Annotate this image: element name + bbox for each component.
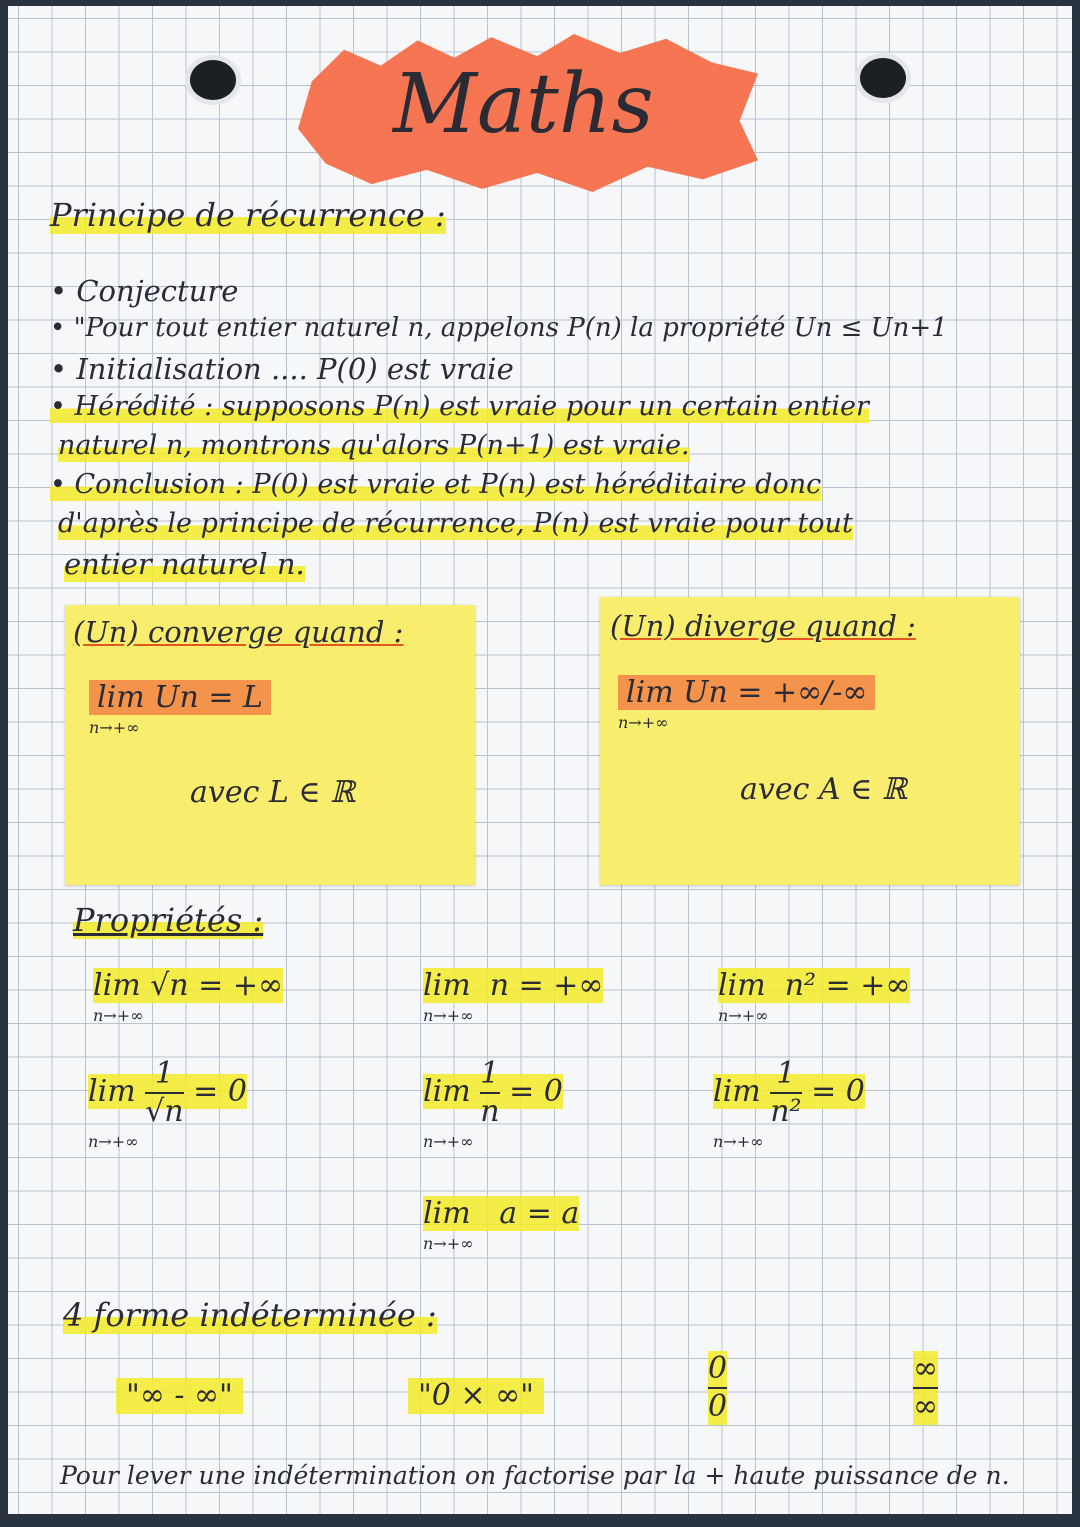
properties-heading: Propriétés : [73, 901, 264, 939]
property-item: lim a = a n→+∞ [423, 1196, 580, 1253]
limit-subscript: n→+∞ [93, 1006, 144, 1025]
footer-note: Pour lever une indétermination on factorise par la + haute puissance de n. [60, 1461, 1010, 1490]
limit-subscript: n→+∞ [718, 1006, 769, 1025]
property-item: lim $\frac{1}{\text{n²}}$ = 0 n→+∞ [713, 1056, 865, 1151]
indeterminate-fraction: $\frac{0}{0}$ [708, 1351, 728, 1424]
property-item: lim $\frac{1}{√n}$ = 0 n→+∞ [88, 1056, 247, 1151]
diverge-heading: (Un) diverge quand : [610, 609, 916, 643]
converge-limit: lim Un = L [89, 680, 271, 715]
limit-subscript: n→+∞ [89, 718, 140, 737]
converge-limit-group [89, 680, 271, 737]
property-item: lim n² = +∞ n→+∞ [718, 968, 911, 1025]
section-heading: Principe de récurrence : [50, 196, 446, 234]
text-line: naturel n, montrons qu'alors P(n+1) est vraie. [58, 430, 690, 461]
diverge-limit-group [618, 675, 875, 732]
limit-subscript: n→+∞ [713, 1132, 764, 1151]
page-title: Maths [393, 57, 654, 152]
text-line: • Hérédité : supposons P(n) est vraie pour un certain entier [50, 391, 869, 422]
indeterminate-heading: 4 forme indéterminée : [63, 1296, 437, 1334]
text-line: • "Pour tout entier naturel n, appelons P(n) la propriété Un ≤ Un+1 [50, 313, 948, 343]
text-line: • Conclusion : P(0) est vraie et P(n) est héréditaire donc [50, 469, 822, 500]
limit-subscript: n→+∞ [618, 713, 669, 732]
diverge-limit: lim Un = +∞/-∞ [618, 675, 875, 710]
property-item: lim $\frac{1}{n}$ = 0 n→+∞ [423, 1056, 563, 1151]
text-line: entier naturel n. [64, 547, 305, 581]
text-line: d'après le principe de récurrence, P(n) est vraie pour tout [58, 508, 853, 539]
converge-heading: (Un) converge quand : [73, 615, 404, 649]
grid-paper [8, 6, 1072, 1514]
text-line: • Initialisation .... P(0) est vraie [50, 352, 514, 386]
limit-subscript: n→+∞ [423, 1132, 474, 1151]
converge-note [65, 605, 475, 885]
indeterminate-form: "∞ - ∞" [116, 1378, 243, 1414]
property-item: lim n = +∞ n→+∞ [423, 968, 604, 1025]
indeterminate-form: "0 × ∞" [408, 1378, 544, 1414]
indeterminate-fraction: $\frac{\infty}{\infty}$ [913, 1351, 938, 1424]
limit-subscript: n→+∞ [88, 1132, 139, 1151]
punch-hole [860, 58, 906, 98]
text-line: • Conjecture [50, 274, 239, 308]
property-item: lim √n = +∞ n→+∞ [93, 968, 283, 1025]
punch-hole [190, 60, 236, 100]
converge-note-text: avec L ∈ ℝ [190, 775, 356, 810]
limit-subscript: n→+∞ [423, 1006, 474, 1025]
diverge-note [600, 597, 1020, 885]
diverge-note-text: avec A ∈ ℝ [740, 772, 907, 807]
limit-subscript: n→+∞ [423, 1234, 474, 1253]
